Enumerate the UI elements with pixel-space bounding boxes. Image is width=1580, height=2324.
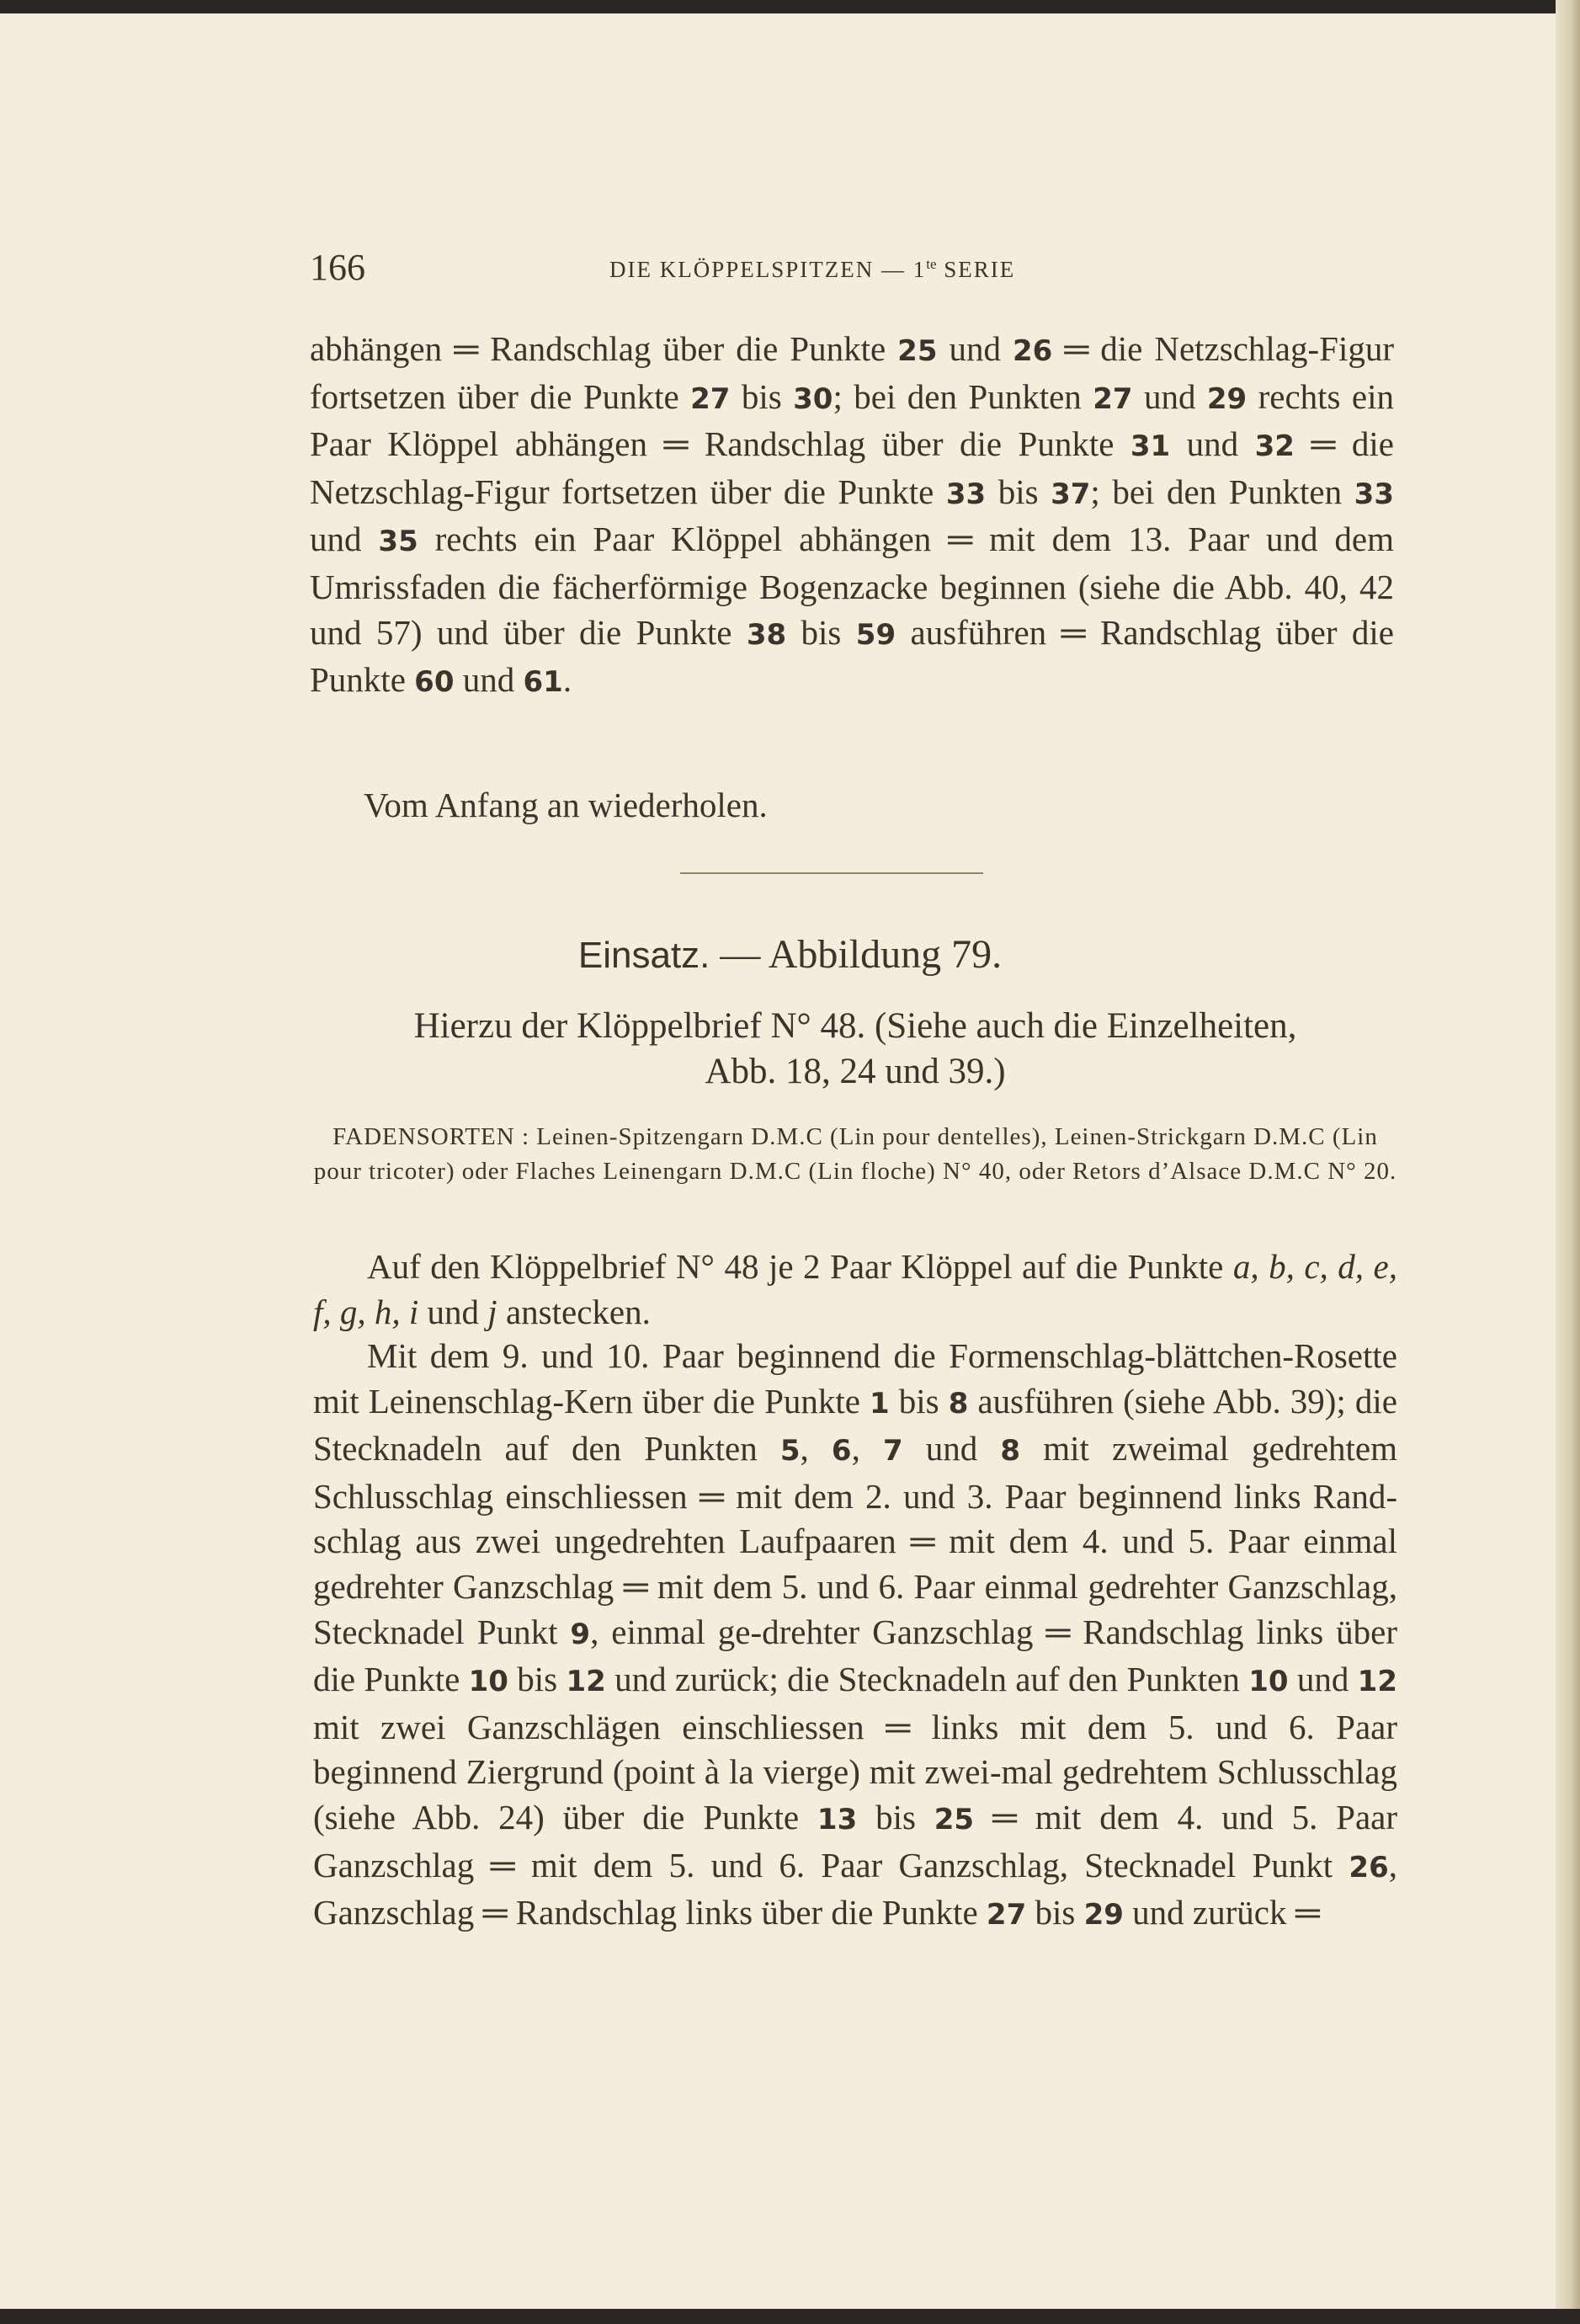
- point-number: 26: [1012, 334, 1053, 368]
- text-run: ,: [851, 1429, 883, 1468]
- text-run: ═ die Netzschlag-Figur fortsetzen über die Punkte: [310, 329, 1395, 416]
- point-letters: a, b, c, d, e, f, g, h, i: [313, 1247, 1397, 1331]
- point-number: 26: [1349, 1850, 1389, 1884]
- point-number: 1: [870, 1386, 890, 1421]
- point-number: 10: [1248, 1665, 1289, 1699]
- text-run: ═ mit dem 4. und 5. Paar Ganzschlag ═ mit dem 5. und 6. Paar Ganzschlag, Stecknadel Punkt: [313, 1797, 1397, 1884]
- point-number: 27: [986, 1898, 1027, 1932]
- text-run: und: [418, 1292, 488, 1331]
- text-run: , Ganzschlag ═ Randschlag links über die Punkte: [313, 1845, 1397, 1932]
- text-run: ausführen (siehe Abb. 39); die Stecknadeln auf den Punkten: [313, 1381, 1397, 1468]
- page-header: [310, 246, 1394, 296]
- section-title-word: Einsatz.: [577, 935, 710, 976]
- text-run: abhängen ═ Randschlag über die Punkte: [310, 329, 898, 368]
- point-number: 12: [1357, 1665, 1397, 1699]
- point-number: 33: [1354, 477, 1394, 511]
- page-number: 166: [310, 247, 365, 288]
- point-number: 33: [945, 477, 987, 511]
- point-number: 9: [570, 1617, 591, 1651]
- point-number: 6: [831, 1434, 852, 1468]
- running-head: [609, 256, 1015, 283]
- reference-note: [313, 1004, 1397, 1095]
- text-run: , einmal ge-drehter Ganzschlag ═ Randschlag links über die Punkte: [313, 1612, 1397, 1699]
- page-binding-edge: [1556, 0, 1580, 2324]
- text-run: rechts ein Paar Klöppel abhängen ═ Randschlag über die Punkte: [310, 376, 1394, 464]
- point-number: 32: [1254, 429, 1295, 464]
- text-run: bis: [857, 1797, 934, 1836]
- point-number: 7: [882, 1434, 903, 1468]
- point-letters: j: [487, 1292, 497, 1331]
- scan-bottom-edge: [0, 2309, 1580, 2324]
- text-run: und: [310, 520, 379, 559]
- point-number: 35: [378, 525, 418, 559]
- point-number: 31: [1130, 429, 1171, 464]
- point-number: 59: [855, 617, 896, 652]
- paragraph-instructions: [313, 1334, 1397, 1938]
- text-run: .: [562, 660, 572, 700]
- text-run: rechts ein Paar Klöppel abhängen ═ mit dem 13. Paar und dem Umrissfaden die fächerförmige Bogenzacke beginnen (siehe die Abb. 40, 42 und 57) und über die Punkte: [310, 520, 1394, 652]
- repeat-instruction: Vom Anfang an wiederholen.: [364, 786, 768, 824]
- running-head-prefix: DIE KLÖPPELSPITZEN — 1: [609, 257, 927, 282]
- text-run: ausführen ═ Randschlag über die Punkte: [310, 612, 1395, 700]
- text-run: Mit dem 9. und 10. Paar beginnend die Formenschlag-blättchen-Rosette mit Leinenschlag-Kern über die Punkte: [313, 1336, 1397, 1421]
- text-run: anstecken.: [497, 1292, 651, 1331]
- text-run: ; bei den Punkten: [1090, 472, 1354, 511]
- paragraph-continuation: [310, 327, 1394, 706]
- paragraph-setup: [313, 1245, 1397, 1335]
- reference-line-2: Abb. 18, 24 und 39.): [705, 1052, 1006, 1091]
- text-run: bis: [508, 1660, 567, 1699]
- section-title-rest: — Abbildung 79.: [710, 932, 1003, 977]
- point-number: 13: [817, 1802, 858, 1836]
- point-number: 37: [1051, 477, 1091, 511]
- text-run: und: [1288, 1660, 1358, 1699]
- text-run: und zurück ═: [1123, 1893, 1320, 1932]
- point-number: 10: [468, 1665, 508, 1699]
- point-number: 60: [414, 665, 455, 700]
- reference-line-1: Hierzu der Klöppelbrief N° 48. (Siehe auch die Einzelheiten,: [413, 1006, 1297, 1046]
- text-run: ,: [800, 1429, 832, 1468]
- point-number: 25: [897, 334, 938, 368]
- section-heading: [0, 931, 1580, 978]
- running-head-suffix: SERIE: [936, 257, 1016, 282]
- thread-materials: FADENSORTEN : Leinen-Spitzengarn D.M.C (Lin pour dentelles), Leinen-Strickgarn D.M.C (Lin pour tricoter) oder Flaches Leinengarn D.M.C (Lin floche) N° 40, oder Retors d’Alsace D.M.C N° 20.: [313, 1123, 1397, 1185]
- point-number: 5: [779, 1434, 801, 1468]
- text-run: bis: [730, 376, 794, 416]
- text-run: ; bei den Punkten: [833, 376, 1093, 416]
- text-run: und: [1132, 376, 1207, 416]
- point-number: 25: [934, 1802, 975, 1836]
- text-run: bis: [986, 472, 1051, 511]
- running-head-sup: te: [926, 256, 937, 272]
- point-number: 30: [793, 381, 833, 416]
- point-number: 8: [1000, 1434, 1021, 1468]
- text-run: mit zwei Ganzschlägen einschliessen ═ links mit dem 5. und 6. Paar beginnend Ziergrund (point à la vierge) mit zwei-mal gedrehtem Schlusschlag (siehe Abb. 24) über die Punkte: [313, 1707, 1397, 1836]
- text-run: und: [454, 660, 524, 700]
- text-run: und: [937, 329, 1013, 368]
- point-number: 29: [1083, 1898, 1124, 1932]
- text-run: und: [1170, 424, 1255, 464]
- point-number: 12: [566, 1665, 606, 1699]
- text-run: mit zweimal gedrehtem Schlusschlag einschliessen ═ mit dem 2. und 3. Paar beginnend links Rand-schlag aus zwei ungedrehten Laufpaaren ═ mit dem 4. und 5. Paar einmal gedrehter Ganzschlag ═ mit dem 5. und 6. Paar einmal gedrehter Ganzschlag, Stecknadel Punkt: [313, 1429, 1398, 1651]
- text-run: bis: [1026, 1893, 1084, 1932]
- scan-top-edge: [0, 0, 1580, 13]
- text-run: und: [902, 1429, 1001, 1468]
- section-divider: [680, 872, 983, 874]
- text-run: ═ die Netzschlag-Figur fortsetzen über die Punkte: [310, 424, 1395, 511]
- point-number: 29: [1206, 381, 1248, 416]
- point-number: 38: [746, 617, 787, 652]
- text-run: Auf den Klöppelbrief N° 48 je 2 Paar Klöppel auf die Punkte: [367, 1247, 1233, 1286]
- point-number: 27: [690, 381, 731, 416]
- point-number: 27: [1093, 381, 1133, 416]
- point-number: 8: [948, 1386, 969, 1421]
- text-run: bis: [889, 1381, 949, 1421]
- text-run: und zurück; die Stecknadeln auf den Punkten: [605, 1660, 1249, 1699]
- point-number: 61: [523, 665, 563, 700]
- text-run: bis: [786, 612, 856, 652]
